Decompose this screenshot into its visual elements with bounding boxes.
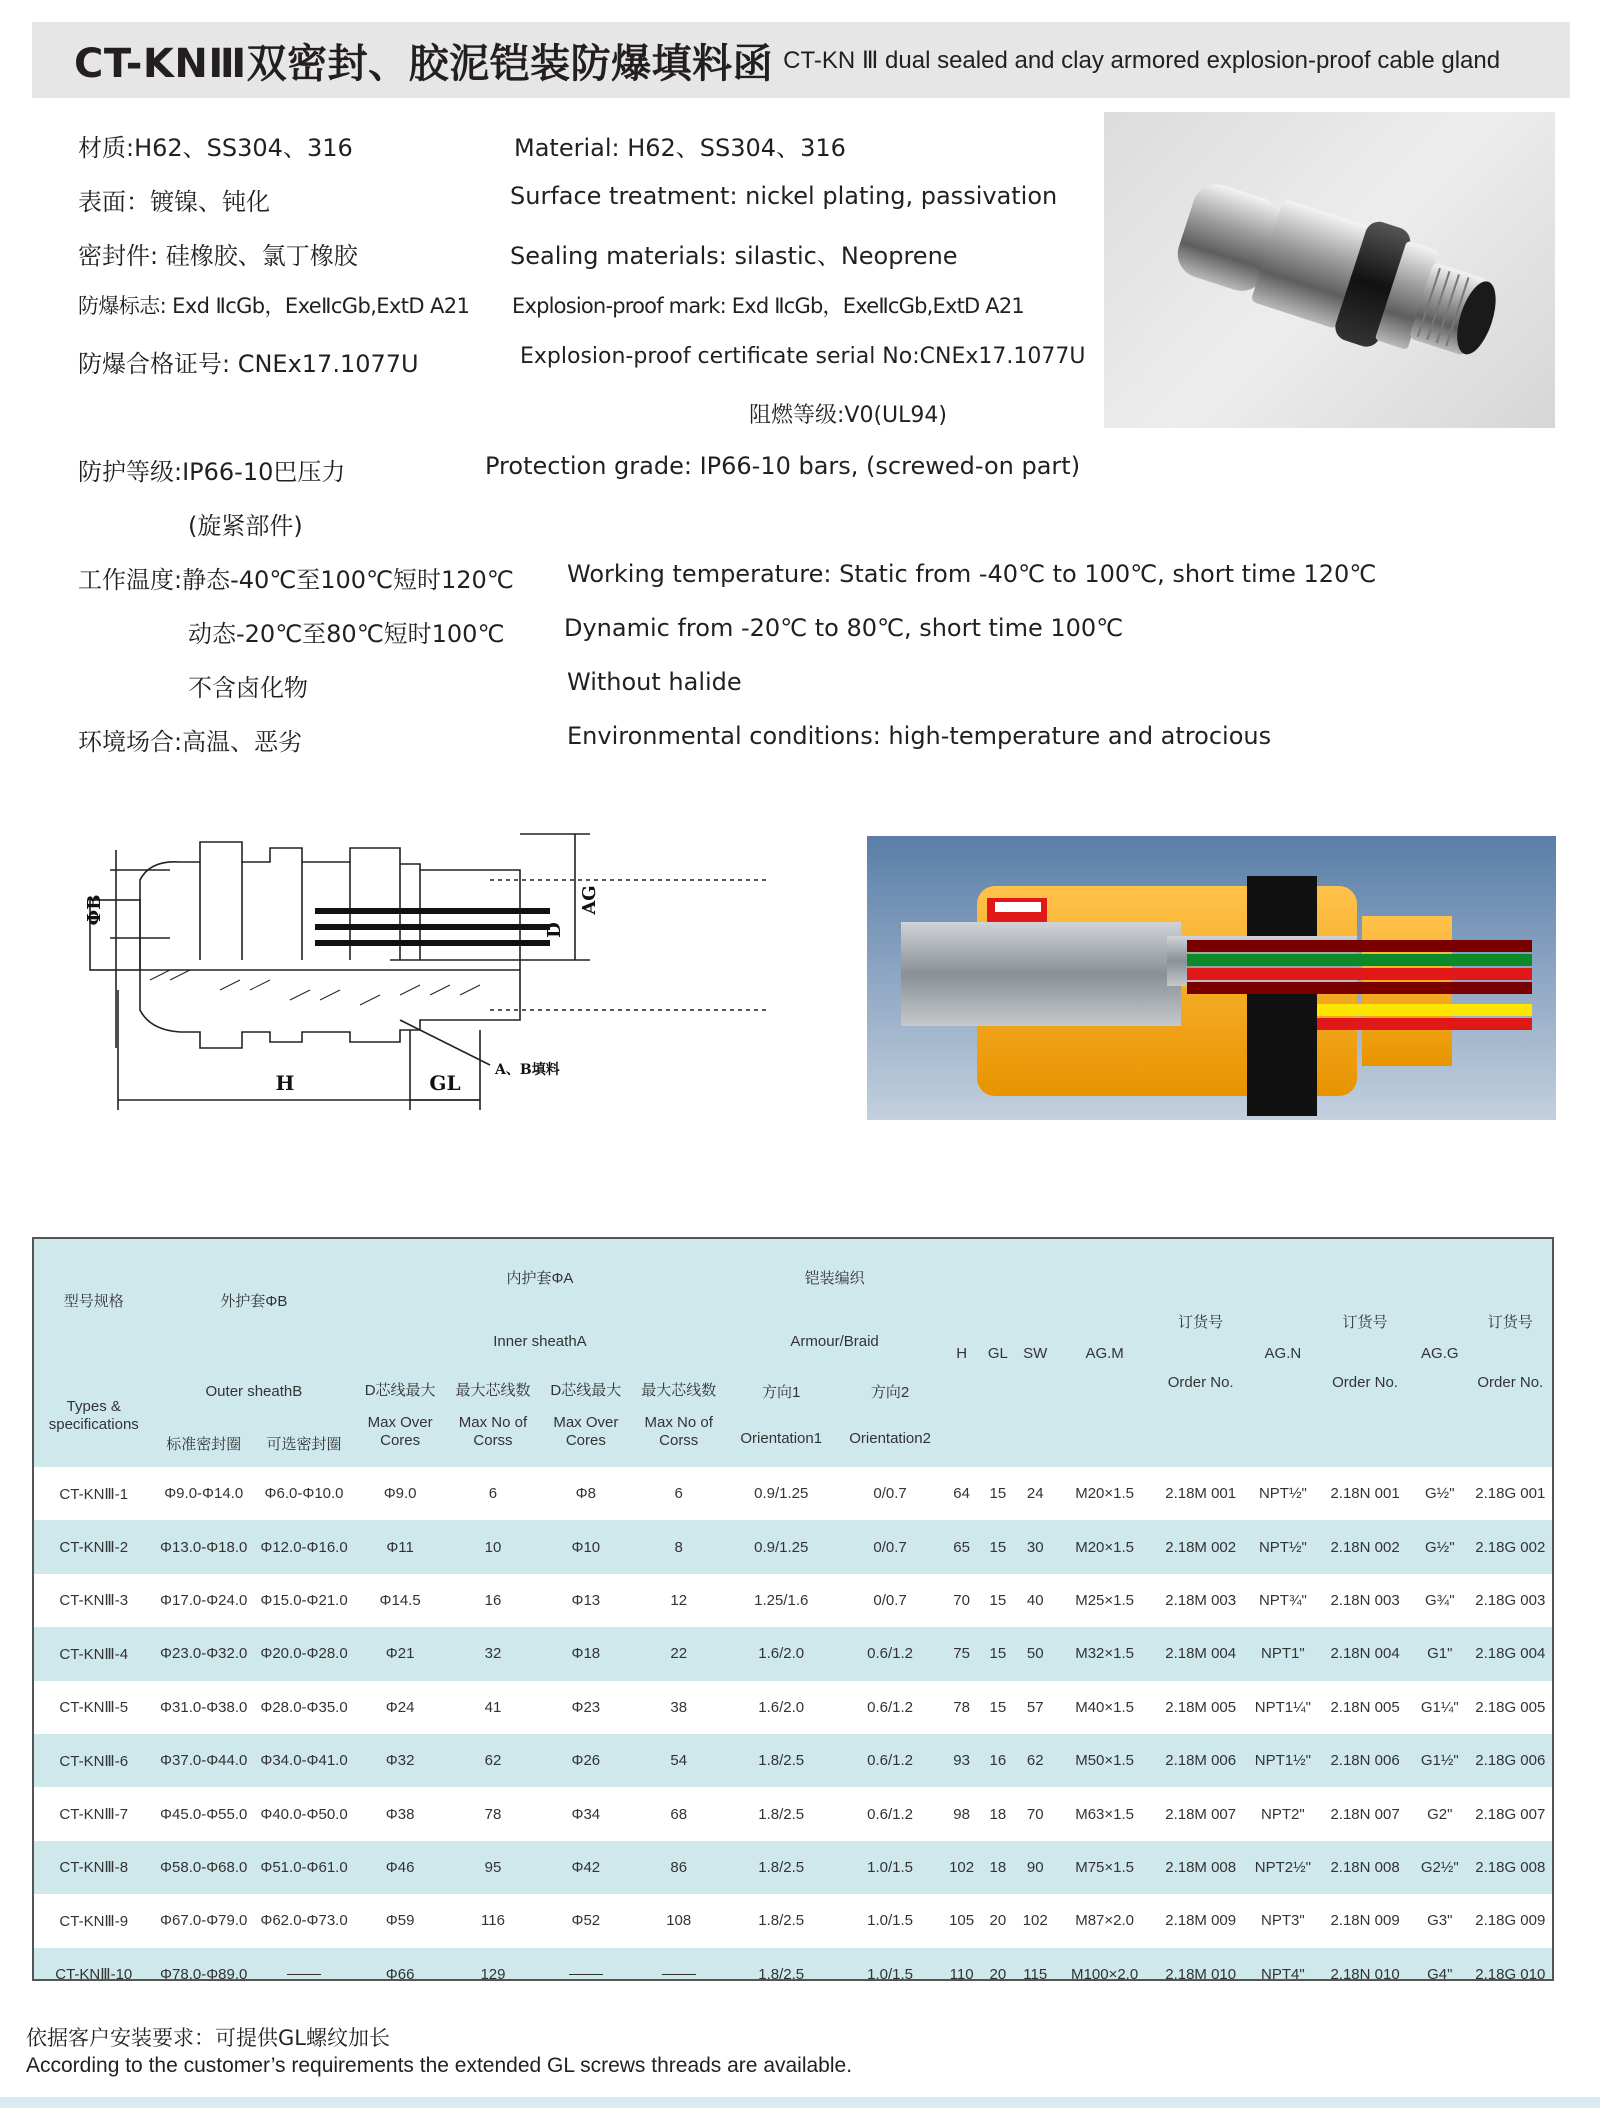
table-cell: G1½" <box>1411 1734 1469 1787</box>
table-cell: 2.18N 004 <box>1319 1627 1411 1680</box>
empty-dash <box>287 1974 321 1975</box>
table-cell: 102 <box>943 1841 979 1894</box>
sealing-cn: 密封件: 硅橡胶、氯丁橡胶 <box>78 242 358 270</box>
table-cell: M100×2.0 <box>1054 1948 1154 1981</box>
table-cell: NPT4" <box>1247 1948 1320 1981</box>
table-cell: CT-KNⅢ-8 <box>34 1841 154 1894</box>
table-cell: Φ10 <box>540 1520 632 1573</box>
table-cell: G1¼" <box>1411 1681 1469 1734</box>
table-cell: 1.8/2.5 <box>726 1734 837 1787</box>
table-cell: 15 <box>980 1520 1016 1573</box>
table-cell: M87×2.0 <box>1054 1894 1154 1947</box>
table-cell: 70 <box>1016 1787 1054 1840</box>
material-cn: 材质:H62、SS304、316 <box>78 134 353 162</box>
table-cell: 2.18G 006 <box>1469 1734 1552 1787</box>
dim-d: D <box>544 922 565 938</box>
certificate-en: Explosion-proof certificate serial No:CNEx17.1077U <box>520 344 1086 369</box>
halide-en: Without halide <box>567 668 742 696</box>
product-photo <box>1104 112 1555 428</box>
table-cell: 2.18G 009 <box>1469 1894 1552 1947</box>
table-cell: M75×1.5 <box>1054 1841 1154 1894</box>
table-cell: 0.6/1.2 <box>837 1681 944 1734</box>
table-cell: 86 <box>632 1841 726 1894</box>
table-cell: 6 <box>446 1467 540 1520</box>
table-cell: 2.18M 001 <box>1155 1467 1247 1520</box>
header-inner-d1: D芯线最大 Max Over Cores <box>354 1364 446 1467</box>
table-cell: 0.6/1.2 <box>837 1627 944 1680</box>
table-row <box>34 1467 1552 1520</box>
table-cell: 93 <box>943 1734 979 1787</box>
header-gl: GL <box>980 1239 1016 1467</box>
table-cell: Φ24 <box>354 1681 446 1734</box>
title-english: CT-KN Ⅲ dual sealed and clay armored explosion-proof cable gland <box>783 46 1501 74</box>
table-cell: 2.18M 009 <box>1155 1894 1247 1947</box>
table-cell: G2½" <box>1411 1841 1469 1894</box>
table-cell: CT-KNⅢ-4 <box>34 1627 154 1680</box>
table-cell: 1.6/2.0 <box>726 1627 837 1680</box>
protection-cn: 防护等级:IP66-10巴压力 <box>78 458 346 486</box>
table-cell: 1.0/1.5 <box>837 1841 944 1894</box>
header-inner-d2: D芯线最大 Max Over Cores <box>540 1364 632 1467</box>
table-cell: M25×1.5 <box>1054 1574 1154 1627</box>
surface-en: Surface treatment: nickel plating, passivation <box>510 182 1058 210</box>
table-cell: 2.18M 004 <box>1155 1627 1247 1680</box>
table-cell: 98 <box>943 1787 979 1840</box>
dynamic-temp-en: Dynamic from -20℃ to 80℃, short time 100℃ <box>564 614 1124 642</box>
table-cell: 68 <box>632 1787 726 1840</box>
table-cell: Φ52 <box>540 1894 632 1947</box>
header-outer-en: Outer sheathB <box>154 1364 355 1419</box>
table-cell: Φ6.0-Φ10.0 <box>254 1467 354 1520</box>
table-cell: 2.18M 010 <box>1155 1948 1247 1981</box>
table-row <box>34 1681 1552 1734</box>
table-cell: CT-KNⅢ-3 <box>34 1574 154 1627</box>
spec-table <box>34 1239 1552 1981</box>
table-cell: 15 <box>980 1627 1016 1680</box>
header-order-n: 订货号 Order No. <box>1319 1239 1411 1467</box>
table-cell: NPT2" <box>1247 1787 1320 1840</box>
table-cell: 62 <box>1016 1734 1054 1787</box>
table-cell: 2.18M 002 <box>1155 1520 1247 1573</box>
table-row <box>34 1787 1552 1840</box>
table-cell: 2.18G 007 <box>1469 1787 1552 1840</box>
table-cell: 40 <box>1016 1574 1054 1627</box>
specification-table <box>32 1237 1554 1981</box>
table-cell: 95 <box>446 1841 540 1894</box>
title-chinese: CT-KNⅢ双密封、胶泥铠装防爆填料函 <box>74 40 774 87</box>
table-cell: Φ66 <box>354 1948 446 1981</box>
header-outer-std: 标准密封圈 <box>154 1419 254 1467</box>
table-cell: 105 <box>943 1894 979 1947</box>
table-cell: Φ18 <box>540 1627 632 1680</box>
header-h: H <box>943 1239 979 1467</box>
table-cell: 1.8/2.5 <box>726 1841 837 1894</box>
table-cell: Φ34.0-Φ41.0 <box>254 1734 354 1787</box>
table-cell: 2.18M 007 <box>1155 1787 1247 1840</box>
footer-note-cn: 依据客户安装要求：可提供GL螺纹加长 <box>26 2026 390 2050</box>
table-cell: 38 <box>632 1681 726 1734</box>
filler-label: A、B填料 <box>495 1062 560 1078</box>
table-cell: 24 <box>1016 1467 1054 1520</box>
header-inner-n1: 最大芯线数 Max No of Corss <box>446 1364 540 1467</box>
ex-mark-cn: 防爆标志: Exd ⅡcGb，ExeⅡcGb,ExtD A21 <box>78 294 470 318</box>
table-cell: 15 <box>980 1574 1016 1627</box>
header-armour-cn: 铠装编织 <box>726 1239 944 1319</box>
table-cell: CT-KNⅢ-1 <box>34 1467 154 1520</box>
table-cell: 10 <box>446 1520 540 1573</box>
empty-dash <box>569 1974 603 1975</box>
table-cell: 18 <box>980 1841 1016 1894</box>
table-cell: Φ11 <box>354 1520 446 1573</box>
table-cell: Φ26 <box>540 1734 632 1787</box>
header-dir1: 方向1 Orientation1 <box>726 1364 837 1467</box>
table-cell: 2.18G 010 <box>1469 1948 1552 1981</box>
table-cell: 22 <box>632 1627 726 1680</box>
table-cell: 2.18N 003 <box>1319 1574 1411 1627</box>
table-cell: 18 <box>980 1787 1016 1840</box>
table-cell: Φ38 <box>354 1787 446 1840</box>
table-cell: G2" <box>1411 1787 1469 1840</box>
table-cell: G½" <box>1411 1467 1469 1520</box>
table-cell: CT-KNⅢ-6 <box>34 1734 154 1787</box>
table-cell: Φ40.0-Φ50.0 <box>254 1787 354 1840</box>
table-cell: 1.8/2.5 <box>726 1787 837 1840</box>
table-cell: 2.18N 001 <box>1319 1467 1411 1520</box>
table-cell: Φ34 <box>540 1787 632 1840</box>
table-cell: 0.9/1.25 <box>726 1520 837 1573</box>
table-cell: 20 <box>980 1948 1016 1981</box>
table-cell: Φ9.0 <box>354 1467 446 1520</box>
header-ag-n: AG.N <box>1247 1239 1320 1467</box>
table-body <box>34 1467 1552 1981</box>
table-cell: 64 <box>943 1467 979 1520</box>
header-ag-g: AG.G <box>1411 1239 1469 1467</box>
table-cell: M63×1.5 <box>1054 1787 1154 1840</box>
table-cell: NPT1¼" <box>1247 1681 1320 1734</box>
header-inner-cn: 内护套ΦA <box>354 1239 726 1319</box>
environment-cn: 环境场合:高温、恶劣 <box>78 728 303 756</box>
table-cell: 2.18G 004 <box>1469 1627 1552 1680</box>
table-cell: 116 <box>446 1894 540 1947</box>
table-cell: 32 <box>446 1627 540 1680</box>
table-cell: CT-KNⅢ-5 <box>34 1681 154 1734</box>
table-cell: Φ51.0-Φ61.0 <box>254 1841 354 1894</box>
table-cell: NPT¾" <box>1247 1574 1320 1627</box>
table-cell: G1" <box>1411 1627 1469 1680</box>
material-en: Material: H62、SS304、316 <box>514 134 846 162</box>
header-outer-opt: 可选密封圈 <box>254 1419 354 1467</box>
table-cell: CT-KNⅢ-9 <box>34 1894 154 1947</box>
table-cell: 0.6/1.2 <box>837 1734 944 1787</box>
table-cell: 54 <box>632 1734 726 1787</box>
dim-h: H <box>275 1071 295 1095</box>
footer-note-en: According to the customer’s requirements the extended GL screws threads are available. <box>26 2054 853 2077</box>
table-cell: Φ23.0-Φ32.0 <box>154 1627 254 1680</box>
table-cell: 2.18M 005 <box>1155 1681 1247 1734</box>
table-row <box>34 1574 1552 1627</box>
header-order-m: 订货号 Order No. <box>1155 1239 1247 1467</box>
dim-phi-b: ΦB <box>84 894 105 926</box>
table-cell: 30 <box>1016 1520 1054 1573</box>
table-cell: Φ15.0-Φ21.0 <box>254 1574 354 1627</box>
table-cell: 41 <box>446 1681 540 1734</box>
table-cell: 2.18N 005 <box>1319 1681 1411 1734</box>
table-cell <box>632 1948 726 1981</box>
flame-rating: 阻燃等级:V0(UL94) <box>749 403 947 428</box>
table-cell: 20 <box>980 1894 1016 1947</box>
table-cell: 0/0.7 <box>837 1520 944 1573</box>
table-cell: 115 <box>1016 1948 1054 1981</box>
table-cell: M20×1.5 <box>1054 1520 1154 1573</box>
table-cell: Φ13.0-Φ18.0 <box>154 1520 254 1573</box>
table-cell: Φ78.0-Φ89.0 <box>154 1948 254 1981</box>
table-cell: 102 <box>1016 1894 1054 1947</box>
table-row <box>34 1520 1552 1573</box>
table-cell: 129 <box>446 1948 540 1981</box>
table-cell: G3" <box>1411 1894 1469 1947</box>
table-cell: Φ31.0-Φ38.0 <box>154 1681 254 1734</box>
table-cell: 8 <box>632 1520 726 1573</box>
table-cell: 16 <box>446 1574 540 1627</box>
table-cell: Φ46 <box>354 1841 446 1894</box>
table-cell: 1.8/2.5 <box>726 1894 837 1947</box>
table-cell: NPT½" <box>1247 1467 1320 1520</box>
table-cell: M20×1.5 <box>1054 1467 1154 1520</box>
page-header <box>32 22 1570 98</box>
table-cell: M50×1.5 <box>1054 1734 1154 1787</box>
table-cell: Φ67.0-Φ79.0 <box>154 1894 254 1947</box>
header-inner-en: Inner sheathA <box>354 1319 726 1364</box>
table-cell: 2.18N 006 <box>1319 1734 1411 1787</box>
table-cell <box>540 1948 632 1981</box>
table-cell: 2.18G 008 <box>1469 1841 1552 1894</box>
table-cell: M40×1.5 <box>1054 1681 1154 1734</box>
surface-cn: 表面：镀镍、钝化 <box>78 188 270 216</box>
table-cell: 57 <box>1016 1681 1054 1734</box>
table-cell: 78 <box>943 1681 979 1734</box>
table-cell: Φ9.0-Φ14.0 <box>154 1467 254 1520</box>
table-cell: 2.18M 008 <box>1155 1841 1247 1894</box>
table-cell: M32×1.5 <box>1054 1627 1154 1680</box>
table-cell: Φ32 <box>354 1734 446 1787</box>
dim-ag: AG <box>579 885 600 915</box>
table-header <box>34 1239 1552 1467</box>
table-cell: Φ45.0-Φ55.0 <box>154 1787 254 1840</box>
table-row <box>34 1894 1552 1947</box>
table-cell: Φ62.0-Φ73.0 <box>254 1894 354 1947</box>
table-cell: NPT2½" <box>1247 1841 1320 1894</box>
table-cell: 6 <box>632 1467 726 1520</box>
table-cell: 0/0.7 <box>837 1467 944 1520</box>
header-dir2: 方向2 Orientation2 <box>837 1364 944 1467</box>
cutaway-illustration <box>867 836 1556 1120</box>
header-sw: SW <box>1016 1239 1054 1467</box>
table-cell: Φ59 <box>354 1894 446 1947</box>
table-cell: 0/0.7 <box>837 1574 944 1627</box>
table-cell: 12 <box>632 1574 726 1627</box>
table-cell: G4" <box>1411 1948 1469 1981</box>
table-cell: NPT½" <box>1247 1520 1320 1573</box>
header-ag-m: AG.M <box>1054 1239 1154 1467</box>
table-cell <box>254 1948 354 1981</box>
table-cell: 1.0/1.5 <box>837 1948 944 1981</box>
table-cell: 16 <box>980 1734 1016 1787</box>
table-cell: Φ14.5 <box>354 1574 446 1627</box>
table-row <box>34 1948 1552 1981</box>
table-cell: CT-KNⅢ-10 <box>34 1948 154 1981</box>
header-inner-n2: 最大芯线数 Max No of Corss <box>632 1364 726 1467</box>
table-cell: Φ17.0-Φ24.0 <box>154 1574 254 1627</box>
table-cell: 2.18N 010 <box>1319 1948 1411 1981</box>
ex-mark-en: Explosion-proof mark: Exd ⅡcGb，ExeⅡcGb,ExtD A21 <box>512 294 1024 318</box>
table-cell: Φ58.0-Φ68.0 <box>154 1841 254 1894</box>
halide-cn: 不含卤化物 <box>188 674 308 702</box>
table-cell: 2.18G 003 <box>1469 1574 1552 1627</box>
table-cell: 2.18N 009 <box>1319 1894 1411 1947</box>
table-cell: NPT1½" <box>1247 1734 1320 1787</box>
dim-gl: GL <box>429 1071 461 1095</box>
table-cell: 2.18M 006 <box>1155 1734 1247 1787</box>
table-cell: 15 <box>980 1681 1016 1734</box>
table-cell: 1.8/2.5 <box>726 1948 837 1981</box>
table-cell: CT-KNⅢ-7 <box>34 1787 154 1840</box>
table-cell: 2.18G 005 <box>1469 1681 1552 1734</box>
table-cell: 1.0/1.5 <box>837 1894 944 1947</box>
table-cell: NPT1" <box>1247 1627 1320 1680</box>
footer-note <box>26 2024 852 2080</box>
table-cell: Φ23 <box>540 1681 632 1734</box>
table-cell: 2.18G 001 <box>1469 1467 1552 1520</box>
header-outer: 外护套ΦB <box>154 1239 355 1364</box>
table-cell: 2.18N 002 <box>1319 1520 1411 1573</box>
dynamic-temp-cn: 动态-20℃至80℃短时100℃ <box>188 620 505 648</box>
table-cell: 1.25/1.6 <box>726 1574 837 1627</box>
table-cell: 0.6/1.2 <box>837 1787 944 1840</box>
header-model: 型号规格 <box>34 1239 154 1364</box>
environment-en: Environmental conditions: high-temperature and atrocious <box>567 722 1272 750</box>
technical-drawing <box>70 820 780 1120</box>
table-cell: 78 <box>446 1787 540 1840</box>
table-cell: Φ12.0-Φ16.0 <box>254 1520 354 1573</box>
table-cell: 108 <box>632 1894 726 1947</box>
table-cell: Φ42 <box>540 1841 632 1894</box>
table-cell: Φ37.0-Φ44.0 <box>154 1734 254 1787</box>
table-row <box>34 1841 1552 1894</box>
table-cell: 1.6/2.0 <box>726 1681 837 1734</box>
table-row <box>34 1627 1552 1680</box>
table-cell: 50 <box>1016 1627 1054 1680</box>
table-cell: 15 <box>980 1467 1016 1520</box>
table-cell: 0.9/1.25 <box>726 1467 837 1520</box>
table-cell: Φ20.0-Φ28.0 <box>254 1627 354 1680</box>
header-order-g: 订货号 Order No. <box>1469 1239 1552 1467</box>
certificate-cn: 防爆合格证号: CNEx17.1077U <box>78 350 419 378</box>
table-cell: G½" <box>1411 1520 1469 1573</box>
table-cell: CT-KNⅢ-2 <box>34 1520 154 1573</box>
protection-en: Protection grade: IP66-10 bars, (screwed-on part) <box>485 452 1081 480</box>
table-cell: 2.18G 002 <box>1469 1520 1552 1573</box>
empty-dash <box>662 1974 696 1975</box>
table-cell: Φ8 <box>540 1467 632 1520</box>
sealing-en: Sealing materials: silastic、Neoprene <box>510 242 958 270</box>
table-cell: Φ21 <box>354 1627 446 1680</box>
table-row <box>34 1734 1552 1787</box>
header-model-en: Types & specifications <box>34 1364 154 1467</box>
table-cell: 90 <box>1016 1841 1054 1894</box>
header-armour-en: Armour/Braid <box>726 1319 944 1364</box>
table-cell: 70 <box>943 1574 979 1627</box>
table-cell: 2.18N 007 <box>1319 1787 1411 1840</box>
table-cell: 2.18M 003 <box>1155 1574 1247 1627</box>
table-cell: 65 <box>943 1520 979 1573</box>
table-cell: NPT3" <box>1247 1894 1320 1947</box>
table-cell: 75 <box>943 1627 979 1680</box>
table-cell: 2.18N 008 <box>1319 1841 1411 1894</box>
table-cell: Φ13 <box>540 1574 632 1627</box>
table-cell: 110 <box>943 1948 979 1981</box>
table-cell: 62 <box>446 1734 540 1787</box>
table-cell: G¾" <box>1411 1574 1469 1627</box>
temperature-cn: 工作温度:静态-40℃至100℃短时120℃ <box>78 566 514 594</box>
bottom-bar <box>0 2097 1600 2108</box>
temperature-en: Working temperature: Static from -40℃ to 100℃, short time 120℃ <box>567 560 1377 588</box>
table-cell: Φ28.0-Φ35.0 <box>254 1681 354 1734</box>
protection-cn-note: (旋紧部件) <box>188 512 303 540</box>
